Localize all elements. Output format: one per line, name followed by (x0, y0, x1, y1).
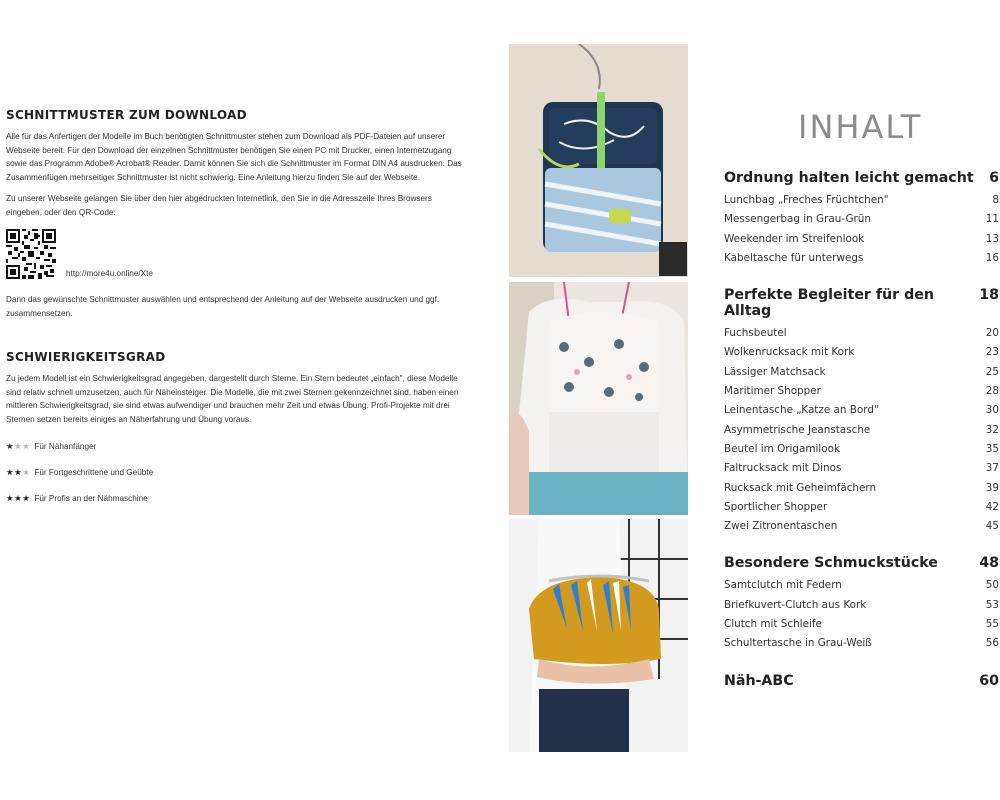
toc-entry-page: 32 (985, 423, 999, 436)
toc-entry-title: Asymmetrische Jeanstasche (724, 423, 871, 436)
toc-section-page: 60 (979, 672, 999, 689)
toc-entry-page: 50 (985, 579, 999, 592)
toc-entry[interactable] (724, 324, 999, 343)
toc-entry[interactable] (724, 210, 999, 229)
toc-section-title: Perfekte Begleiter für den Alltag (724, 287, 934, 320)
toc-entry[interactable] (724, 517, 999, 536)
toc-entry[interactable] (724, 479, 999, 498)
toc-entry-title: Faltrucksack mit Dinos (724, 462, 842, 475)
toc-section-title: Näh-ABC (724, 672, 794, 689)
photo-feather-clutch (509, 519, 688, 752)
difficulty-label: Für Profis an der Nähmaschine (34, 494, 148, 503)
toc-section-title: Besondere Schmuckstücke (724, 555, 938, 572)
toc-entry-page: 30 (985, 404, 999, 417)
photo-cable-bag (509, 44, 688, 277)
toc-entry[interactable] (724, 596, 999, 615)
toc-entry[interactable] (724, 421, 999, 440)
toc-entry-page: 42 (985, 500, 999, 513)
toc-entry-title: Rucksack mit Geheimfächern (724, 481, 877, 494)
toc-section-page: 18 (979, 287, 999, 304)
difficulty-label: Für Nähanfänger (34, 442, 97, 451)
toc-entry-title: Kabeltasche für unterwegs (724, 251, 864, 264)
toc-entry-title: Zwei Zitronentaschen (724, 520, 838, 533)
toc-entry-title: Samtclutch mit Federn (724, 579, 842, 592)
toc-entry[interactable] (724, 401, 999, 420)
difficulty-level-1 (6, 441, 464, 452)
photo-backpack (509, 282, 688, 515)
download-link[interactable]: http://more4u.online/Xte (66, 269, 153, 278)
toc-entry[interactable] (724, 363, 999, 382)
toc-entry-page: 56 (985, 637, 999, 650)
qr-code-icon[interactable] (6, 229, 56, 279)
toc-section-heading[interactable] (724, 170, 999, 186)
star-rating-icon: ★★★ (6, 441, 31, 451)
difficulty-heading: SCHWIERIGKEITSGRAD (6, 350, 166, 364)
toc-entry-page: 53 (985, 598, 999, 611)
toc-section-heading[interactable] (724, 287, 999, 319)
difficulty-level-3 (6, 493, 464, 504)
toc-entry-title: Leinentasche „Katze an Bord" (724, 404, 879, 417)
toc-section (724, 673, 999, 689)
toc-entry-title: Fuchsbeutel (724, 327, 787, 340)
toc-entry-page: 23 (985, 346, 999, 359)
toc-entry-title: Weekender im Streifenlook (724, 232, 865, 245)
toc-entry[interactable] (724, 498, 999, 517)
toc-section-page: 48 (979, 555, 999, 572)
toc-section-heading[interactable] (724, 673, 999, 689)
left-column (6, 108, 464, 504)
toc-entry-title: Lässiger Matchsack (724, 365, 826, 378)
difficulty-label: Für Fortgeschrittene und Geübte (34, 468, 154, 477)
star-rating-icon: ★★★ (6, 493, 31, 503)
toc-entry-page: 11 (985, 213, 999, 226)
toc-section-title: Ordnung halten leicht gemacht (724, 170, 974, 186)
toc-entry-title: Lunchbag „Freches Früchtchen" (724, 194, 889, 206)
toc-entry-page: 8 (992, 194, 999, 206)
toc-section-page: 6 (989, 170, 999, 186)
toc-entry-page: 39 (985, 481, 999, 494)
toc-entry-page: 45 (985, 520, 999, 533)
toc-entry-title: Maritimer Shopper (724, 385, 821, 398)
download-followup: Dann das gewünschte Schnittmuster auswählen und entsprechend der Anleitung auf der Webseite ausdrucken und ggf. zusammensetzen. (6, 295, 440, 318)
toc-entry[interactable] (724, 249, 999, 268)
toc-entry-page: 55 (985, 618, 999, 631)
toc-section (724, 170, 999, 268)
toc-entry-page: 37 (985, 462, 999, 475)
qr-row (6, 229, 464, 279)
star-rating-icon: ★★★ (6, 467, 31, 477)
toc-entry-page: 20 (985, 327, 999, 340)
toc-entry[interactable] (724, 191, 999, 210)
toc-entry[interactable] (724, 343, 999, 362)
toc-entry[interactable] (724, 382, 999, 401)
toc-section (724, 287, 999, 536)
toc-entry-title: Messengerbag in Grau-Grün (724, 213, 871, 226)
toc-entry-page: 35 (985, 442, 999, 455)
toc-entry-title: Briefkuvert-Clutch aus Kork (724, 598, 867, 611)
toc-entry[interactable] (724, 440, 999, 459)
table-of-contents (724, 170, 999, 708)
toc-entry-page: 16 (985, 251, 999, 264)
toc-entry-page: 28 (985, 385, 999, 398)
toc-entry-title: Wolkenrucksack mit Kork (724, 346, 855, 359)
toc-entry-page: 25 (985, 365, 999, 378)
toc-entry[interactable] (724, 634, 999, 653)
toc-section-heading[interactable] (724, 555, 999, 571)
toc-entry-title: Clutch mit Schleife (724, 618, 822, 631)
toc-entry-title: Schultertasche in Grau-Weiß (724, 637, 872, 650)
difficulty-paragraph: Zu jedem Modell ist ein Schwierigkeitsgrad angegeben, dargestellt durch Sterne. Ein Stern bedeutet „einfach", diese Modelle sind relativ schnell umzusetzen, auch für Näheinsteiger. Die Modelle, die mit zwei Sternen gekennzeichnet sind, haben einen mittleren Schwierigkeitsgrad, sie sind etwas aufwendiger und brauchen mehr Zeit und etwas Übung. Profi-Projekte mit drei Sternen setzen bereits einiges an Näherfahrung und Übung voraus. (6, 374, 459, 424)
toc-entry[interactable] (724, 230, 999, 249)
download-paragraph: Alle für das Anfertigen der Modelle im Buch benötigten Schnittmuster stehen zum Download als PDF-Dateien auf unserer Webseite bereit. Für den Download der einzelnen Schnittmuster benötigen Sie einen PC mit Drucker, einen Internetzugang sowie das Programm Adobe® Acrobat® Reader. Damit können Sie sich die Schnittmuster im Format DIN A4 ausdrucken. Das Zusammenfügen mehrseitiger Schnittmuster ist nicht schwierig. Eine Anleitung hierzu finden Sie auf der Webseite. (6, 132, 462, 182)
toc-entry[interactable] (724, 615, 999, 634)
download-instructions: Zu unserer Webseite gelangen Sie über den hier abgedruckten Internetlink, den Sie in die Adresszeile Ihres Browsers eingeben, oder den QR-Code: (6, 194, 432, 217)
toc-entry-title: Beutel im Origamilook (724, 442, 841, 455)
difficulty-level-2 (6, 467, 464, 478)
toc-entry-title: Sportlicher Shopper (724, 500, 828, 513)
toc-section (724, 555, 999, 653)
download-heading: SCHNITTMUSTER ZUM DOWNLOAD (6, 108, 247, 122)
toc-entry-page: 13 (985, 232, 999, 245)
toc-entry[interactable] (724, 576, 999, 595)
toc-title: INHALT (798, 108, 923, 146)
toc-entry[interactable] (724, 459, 999, 478)
